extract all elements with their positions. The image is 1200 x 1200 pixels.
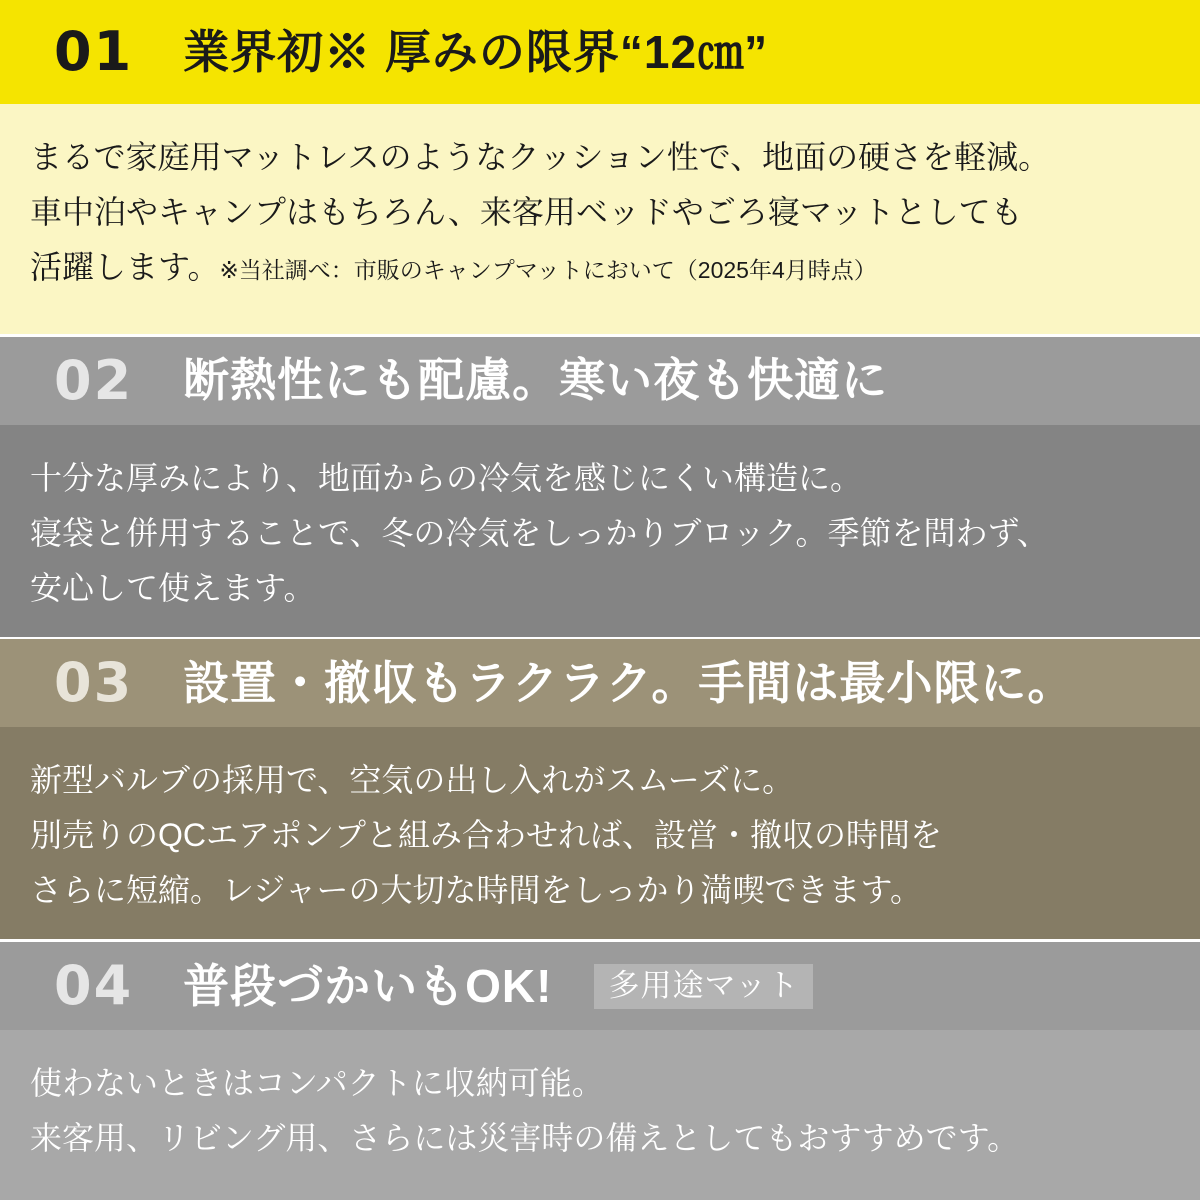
feature-body-text: 活躍します。 (30, 249, 220, 286)
feature-title-02: 断熱性にも配慮。寒い夜も快適に (183, 354, 889, 407)
feature-header-02 (0, 337, 1200, 425)
feature-header-03 (0, 639, 1200, 727)
feature-section-01 (0, 0, 1200, 334)
feature-header-01 (0, 0, 1200, 104)
feature-badge-04: 多用途マット (594, 964, 813, 1009)
feature-number-02: 02 (54, 348, 134, 412)
feature-number-04: 04 (54, 954, 134, 1018)
feature-body-01 (0, 104, 1200, 334)
feature-header-04 (0, 942, 1200, 1030)
feature-body-line: 十分な厚みにより、地面からの冷気を感じにくい構造に。 (30, 459, 863, 496)
feature-body-line: 寝袋と併用することで、冬の冷気をしっかりブロック。季節を問わず、 (30, 514, 1049, 551)
feature-number-01: 01 (54, 20, 134, 83)
feature-body-line: 使わないときはコンパクトに収納可能。 (30, 1065, 604, 1102)
feature-title-04: 普段づかいもOK! (183, 959, 553, 1012)
feature-body-04 (0, 1030, 1200, 1200)
feature-body-line-with-note (30, 240, 1170, 295)
feature-body-02 (0, 425, 1200, 637)
feature-section-03 (0, 639, 1200, 939)
feature-body-line: さらに短縮。レジャーの大切な時間をしっかり満喫できます。 (30, 872, 923, 909)
feature-title-03: 設置・撤収もラクラク。手間は最小限に。 (183, 657, 1075, 710)
feature-title-01: 業界初※ 厚みの限界“12㎝” (183, 25, 769, 78)
feature-body-line: 新型バルブの採用で、空気の出し入れがスムーズに。 (30, 762, 795, 799)
feature-body-line: 安心して使えます。 (30, 569, 316, 606)
feature-section-04 (0, 942, 1200, 1200)
feature-body-line: 別売りのQCエアポンプと組み合わせれば、設営・撤収の時間を (30, 817, 943, 854)
feature-section-02 (0, 337, 1200, 637)
feature-footnote-01: ※当社調べ：市販のキャンプマットにおいて（2025年4月時点） (219, 257, 877, 284)
feature-body-line: 来客用、リビング用、さらには災害時の備えとしてもおすすめです。 (30, 1120, 1020, 1157)
feature-body-line: まるで家庭用マットレスのようなクッション性で、地面の硬さを軽減。 (30, 139, 1051, 175)
feature-body-03 (0, 727, 1200, 939)
feature-body-line: 車中泊やキャンプはもちろん、来客用ベッドやごろ寝マットとしても (30, 194, 1023, 231)
feature-number-03: 03 (54, 651, 134, 715)
